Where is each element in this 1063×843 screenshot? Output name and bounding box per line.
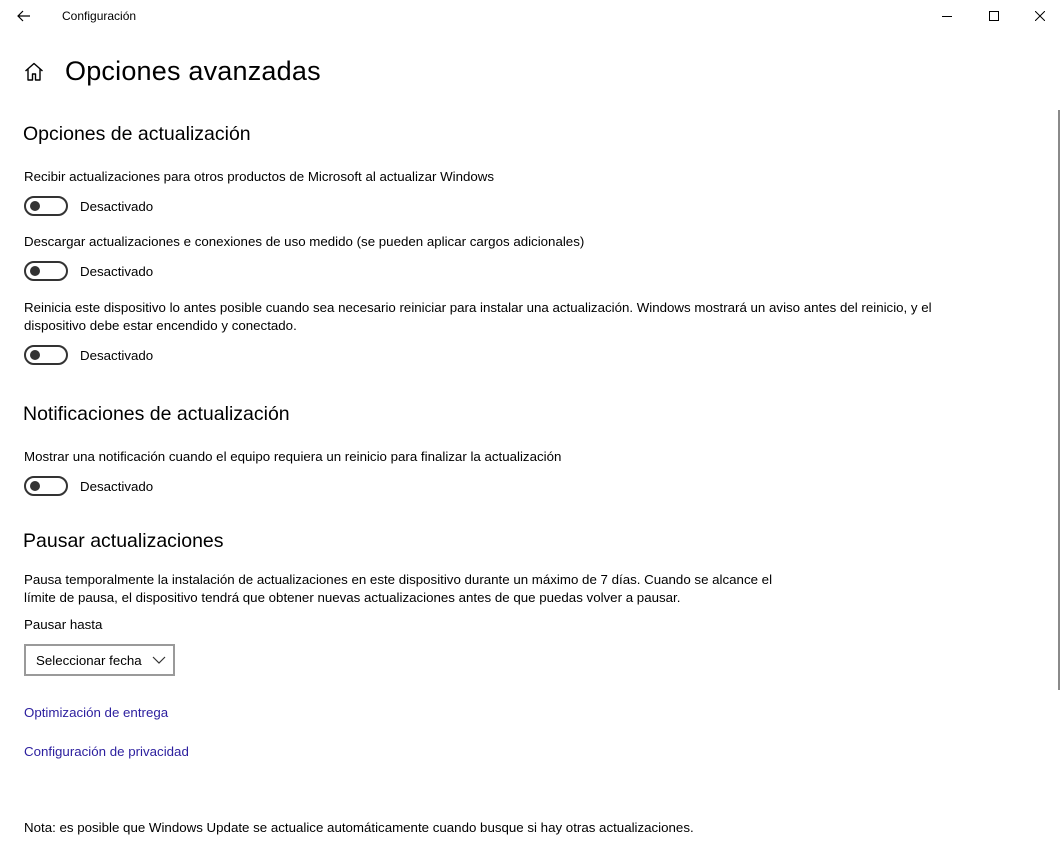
pause-description-line2: límite de pausa, el dispositivo tendrá que obtener nuevas actualizaciones antes de que puedas volver a pausar. (24, 590, 681, 605)
chevron-down-icon (152, 655, 166, 665)
back-arrow-icon (17, 10, 31, 22)
update-options-heading: Opciones de actualización (23, 123, 251, 145)
metered-toggle[interactable] (24, 261, 68, 281)
minimize-icon (942, 11, 952, 21)
notification-description: Mostrar una notificación cuando el equipo requiera un reinicio para finalizar la actualización (24, 449, 562, 464)
privacy-settings-link[interactable]: Configuración de privacidad (24, 744, 189, 759)
metered-description: Descargar actualizaciones e conexiones de uso medido (se pueden aplicar cargos adicionales) (24, 234, 585, 249)
window-title: Configuración (62, 9, 137, 23)
maximize-button[interactable] (971, 0, 1017, 32)
toggle-knob (30, 481, 40, 491)
pause-description-line1: Pausa temporalmente la instalación de actualizaciones en este dispositivo durante un máximo de 7 días. Cuando se alcance el (24, 572, 773, 587)
pause-date-dropdown[interactable] (24, 644, 175, 676)
pause-heading: Pausar actualizaciones (23, 530, 224, 552)
pause-until-label: Pausar hasta (24, 617, 103, 632)
toggle-knob (30, 266, 40, 276)
footer-note: Nota: es posible que Windows Update se actualice automáticamente cuando busque si hay otras actualizaciones. (24, 820, 694, 835)
toggle-knob (30, 201, 40, 211)
notifications-heading: Notificaciones de actualización (23, 403, 290, 425)
back-button[interactable] (8, 4, 40, 28)
dropdown-selected-value: Seleccionar fecha (36, 653, 142, 668)
notification-toggle[interactable] (24, 476, 68, 496)
vertical-scrollbar[interactable] (1058, 110, 1060, 690)
other-products-description: Recibir actualizaciones para otros productos de Microsoft al actualizar Windows (24, 169, 495, 184)
title-bar (0, 0, 1063, 32)
other-products-toggle[interactable] (24, 196, 68, 216)
restart-state: Desactivado (80, 348, 154, 363)
other-products-state: Desactivado (80, 199, 154, 214)
notification-state: Desactivado (80, 479, 154, 494)
toggle-knob (30, 350, 40, 360)
maximize-icon (989, 11, 999, 21)
page-title: Opciones avanzadas (65, 56, 321, 86)
close-icon (1035, 11, 1045, 21)
close-button[interactable] (1017, 0, 1063, 32)
home-icon[interactable] (23, 61, 45, 83)
restart-description-line1: Reinicia este dispositivo lo antes posible cuando sea necesario reiniciar para instalar una actualización. Windows mostrará un aviso antes del reinicio, y el (24, 300, 932, 315)
restart-toggle[interactable] (24, 345, 68, 365)
restart-description-line2: dispositivo debe estar encendido y conectado. (24, 318, 297, 333)
metered-state: Desactivado (80, 264, 154, 279)
minimize-button[interactable] (924, 0, 970, 32)
delivery-optimization-link[interactable]: Optimización de entrega (24, 705, 169, 720)
